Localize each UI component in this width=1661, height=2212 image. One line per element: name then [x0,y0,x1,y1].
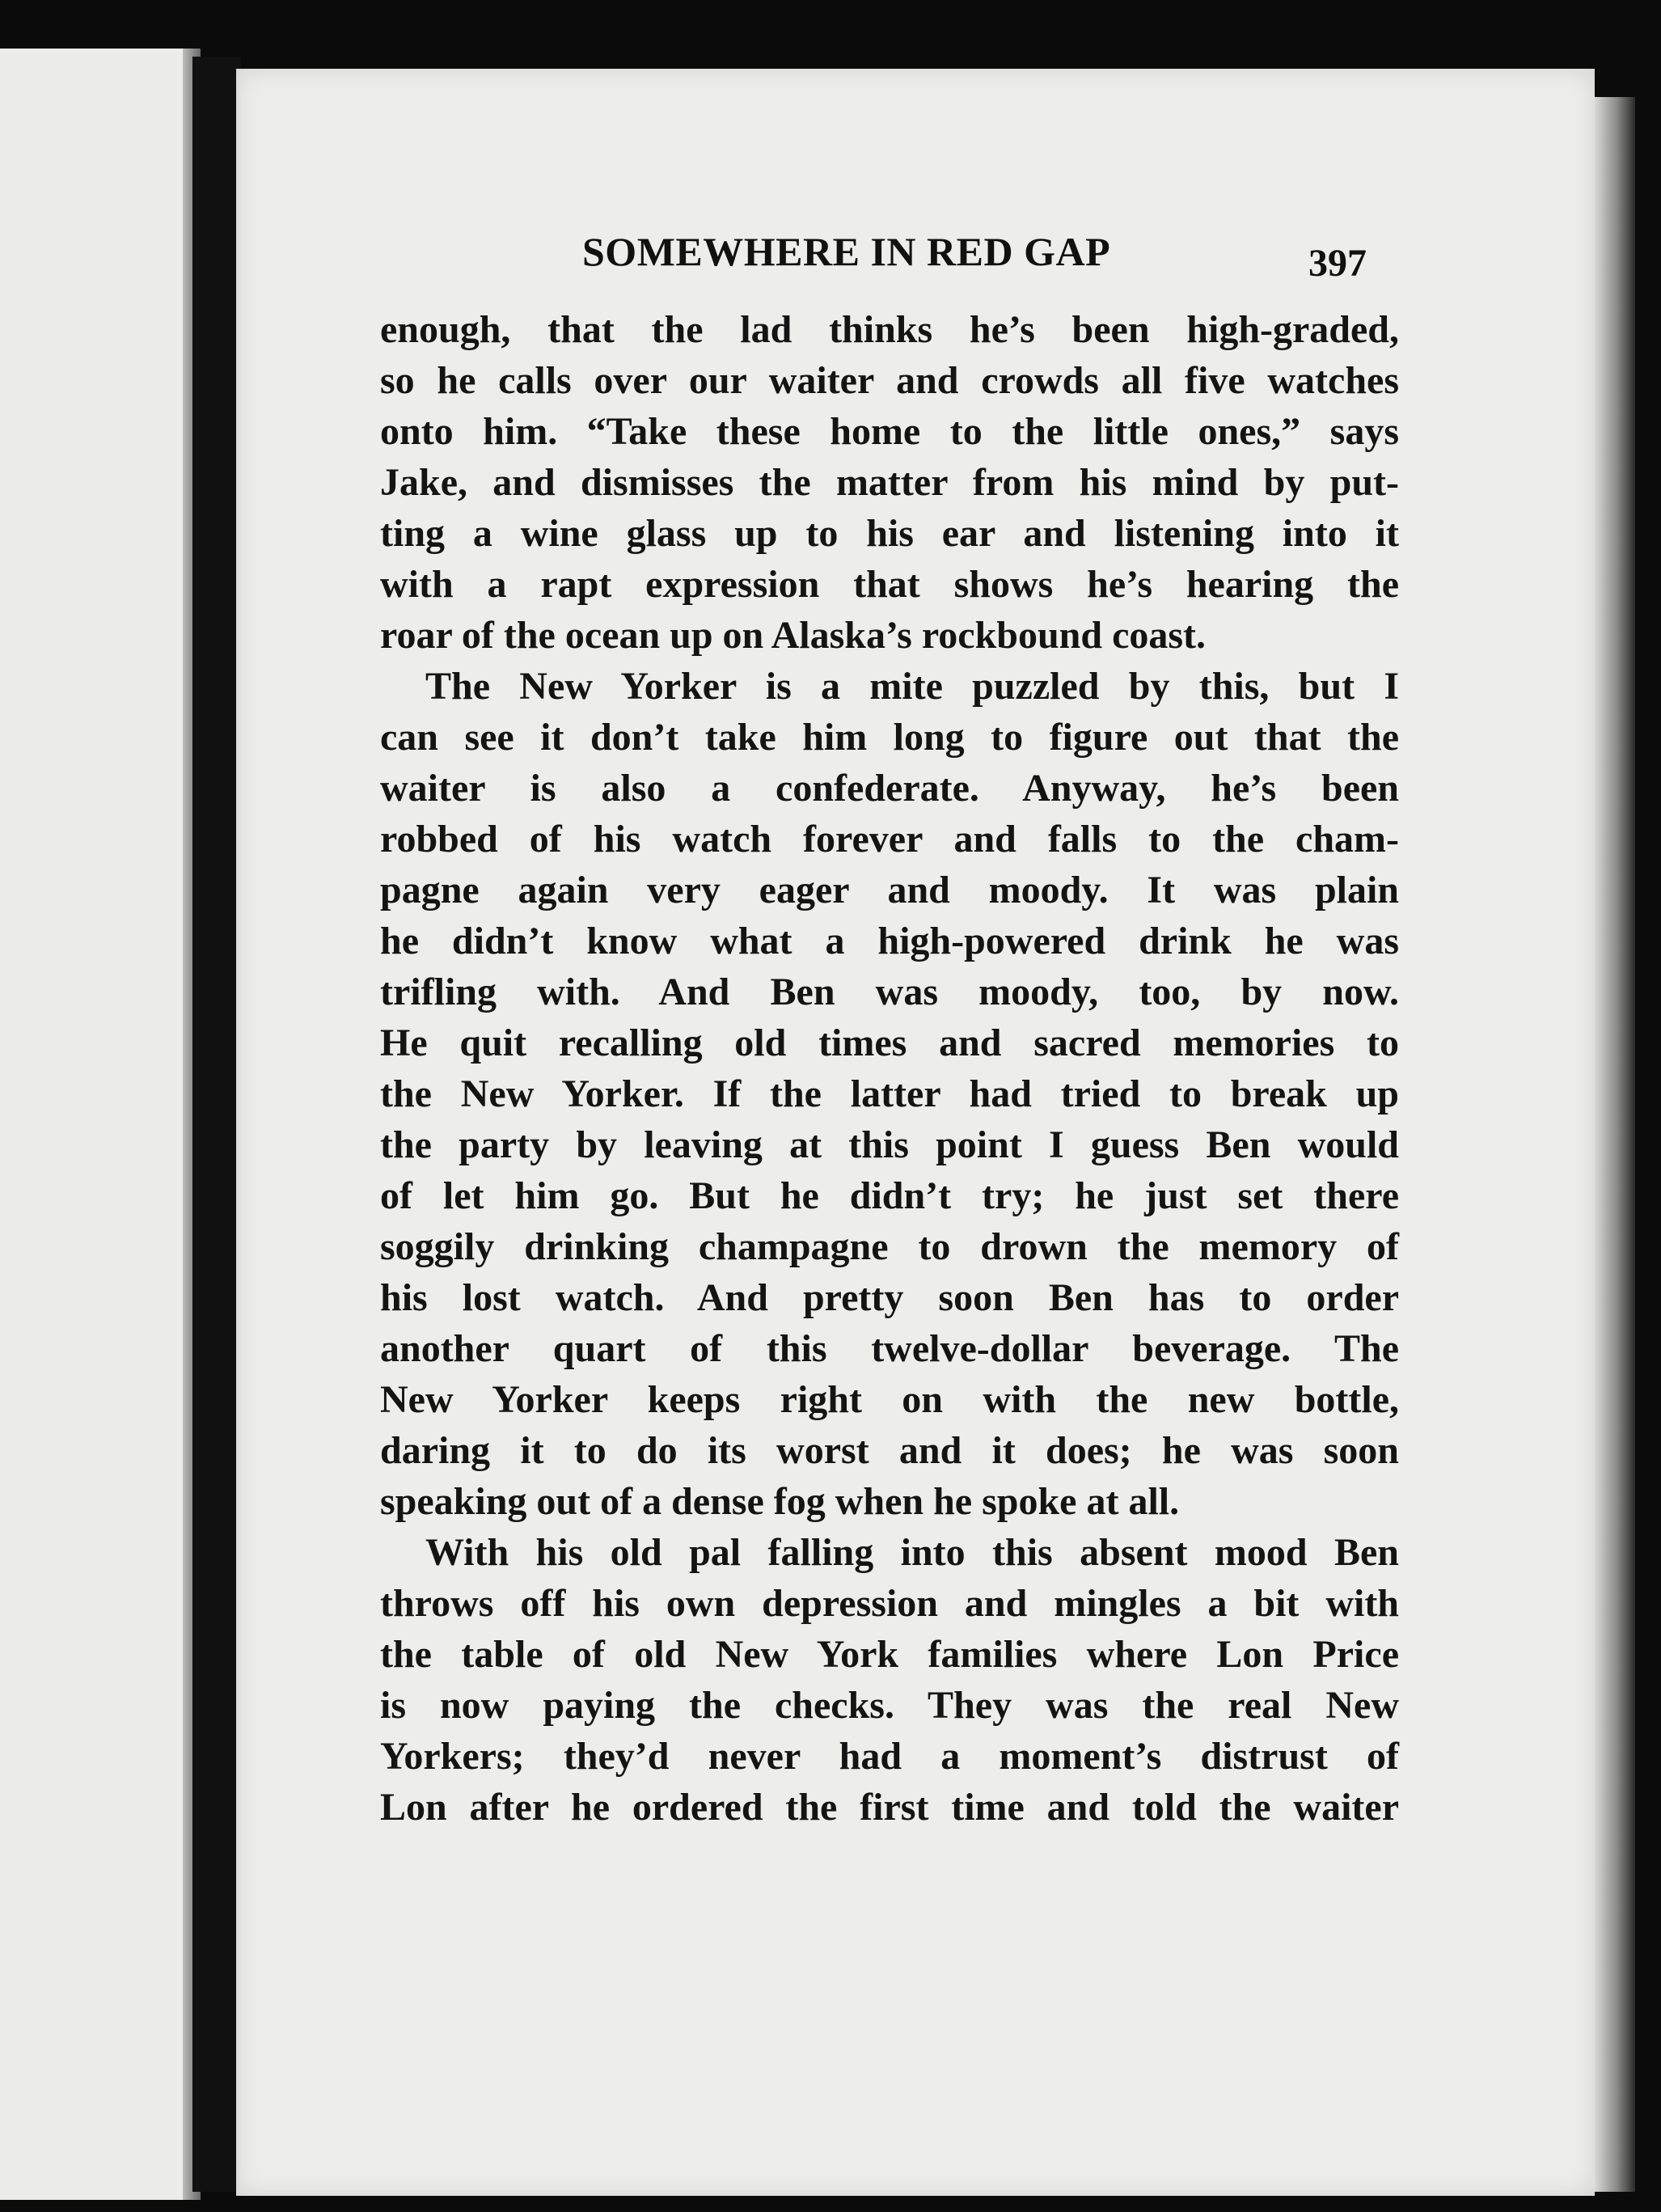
text-line: speaking out of a dense fog when he spoke at all. [380,1480,1180,1523]
text-line: enough, that the lad thinks he’s been high-graded, [380,308,1399,351]
text-line: throws off his own depression and mingles a bit with [380,1582,1399,1625]
text-line: Yorkers; they’d never had a moment’s distrust of [380,1735,1399,1778]
text-line: his lost watch. And pretty soon Ben has to order [380,1276,1399,1319]
text-line: the table of old New York families where Lon Price [380,1633,1399,1676]
text-line: can see it don’t take him long to figure out that the [380,716,1399,759]
text-line: so he calls over our waiter and crowds all five watches [380,359,1399,402]
text-line: ting a wine glass up to his ear and listening into it [380,512,1399,555]
text-line: daring it to do its worst and it does; he was soon [380,1429,1399,1472]
text-line: another quart of this twelve-dollar beverage. The [380,1327,1399,1370]
text-line: the party by leaving at this point I guess Ben would [380,1123,1399,1166]
text-line: The New Yorker is a mite puzzled by this, but I [425,665,1399,708]
text-line: is now paying the checks. They was the real New [380,1684,1399,1727]
text-line: He quit recalling old times and sacred memories to [380,1021,1399,1064]
left-page [0,49,192,2200]
page-number: 397 [1308,242,1367,285]
page-body-text [380,304,1399,1833]
text-line: the New Yorker. If the latter had tried to break up [380,1072,1399,1115]
text-line: Lon after he ordered the first time and told the waiter [380,1786,1399,1829]
text-line: robbed of his watch forever and falls to the cham- [380,818,1399,861]
running-head: SOMEWHERE IN RED GAP [582,229,1111,274]
text-line: With his old pal falling into this absent mood Ben [425,1531,1399,1574]
text-line: of let him go. But he didn’t try; he just set there [380,1174,1399,1217]
right-page-edge [1595,97,1635,2192]
text-line: trifling with. And Ben was moody, too, by now. [380,971,1399,1013]
text-line: Jake, and dismisses the matter from his mind by put- [380,461,1399,504]
text-line: with a rapt expression that shows he’s hearing the [380,563,1399,606]
text-line: waiter is also a confederate. Anyway, he’s been [380,767,1399,810]
text-line: roar of the ocean up on Alaska’s rockbound coast. [380,614,1207,657]
book-gutter [192,57,241,2192]
text-line: pagne again very eager and moody. It was plain [380,869,1399,911]
text-line: he didn’t know what a high-powered drink he was [380,920,1399,962]
text-line: onto him. “Take these home to the little ones,” says [380,410,1399,453]
text-line: New Yorker keeps right on with the new bottle, [380,1378,1399,1421]
text-line: soggily drinking champagne to drown the memory of [380,1225,1399,1268]
